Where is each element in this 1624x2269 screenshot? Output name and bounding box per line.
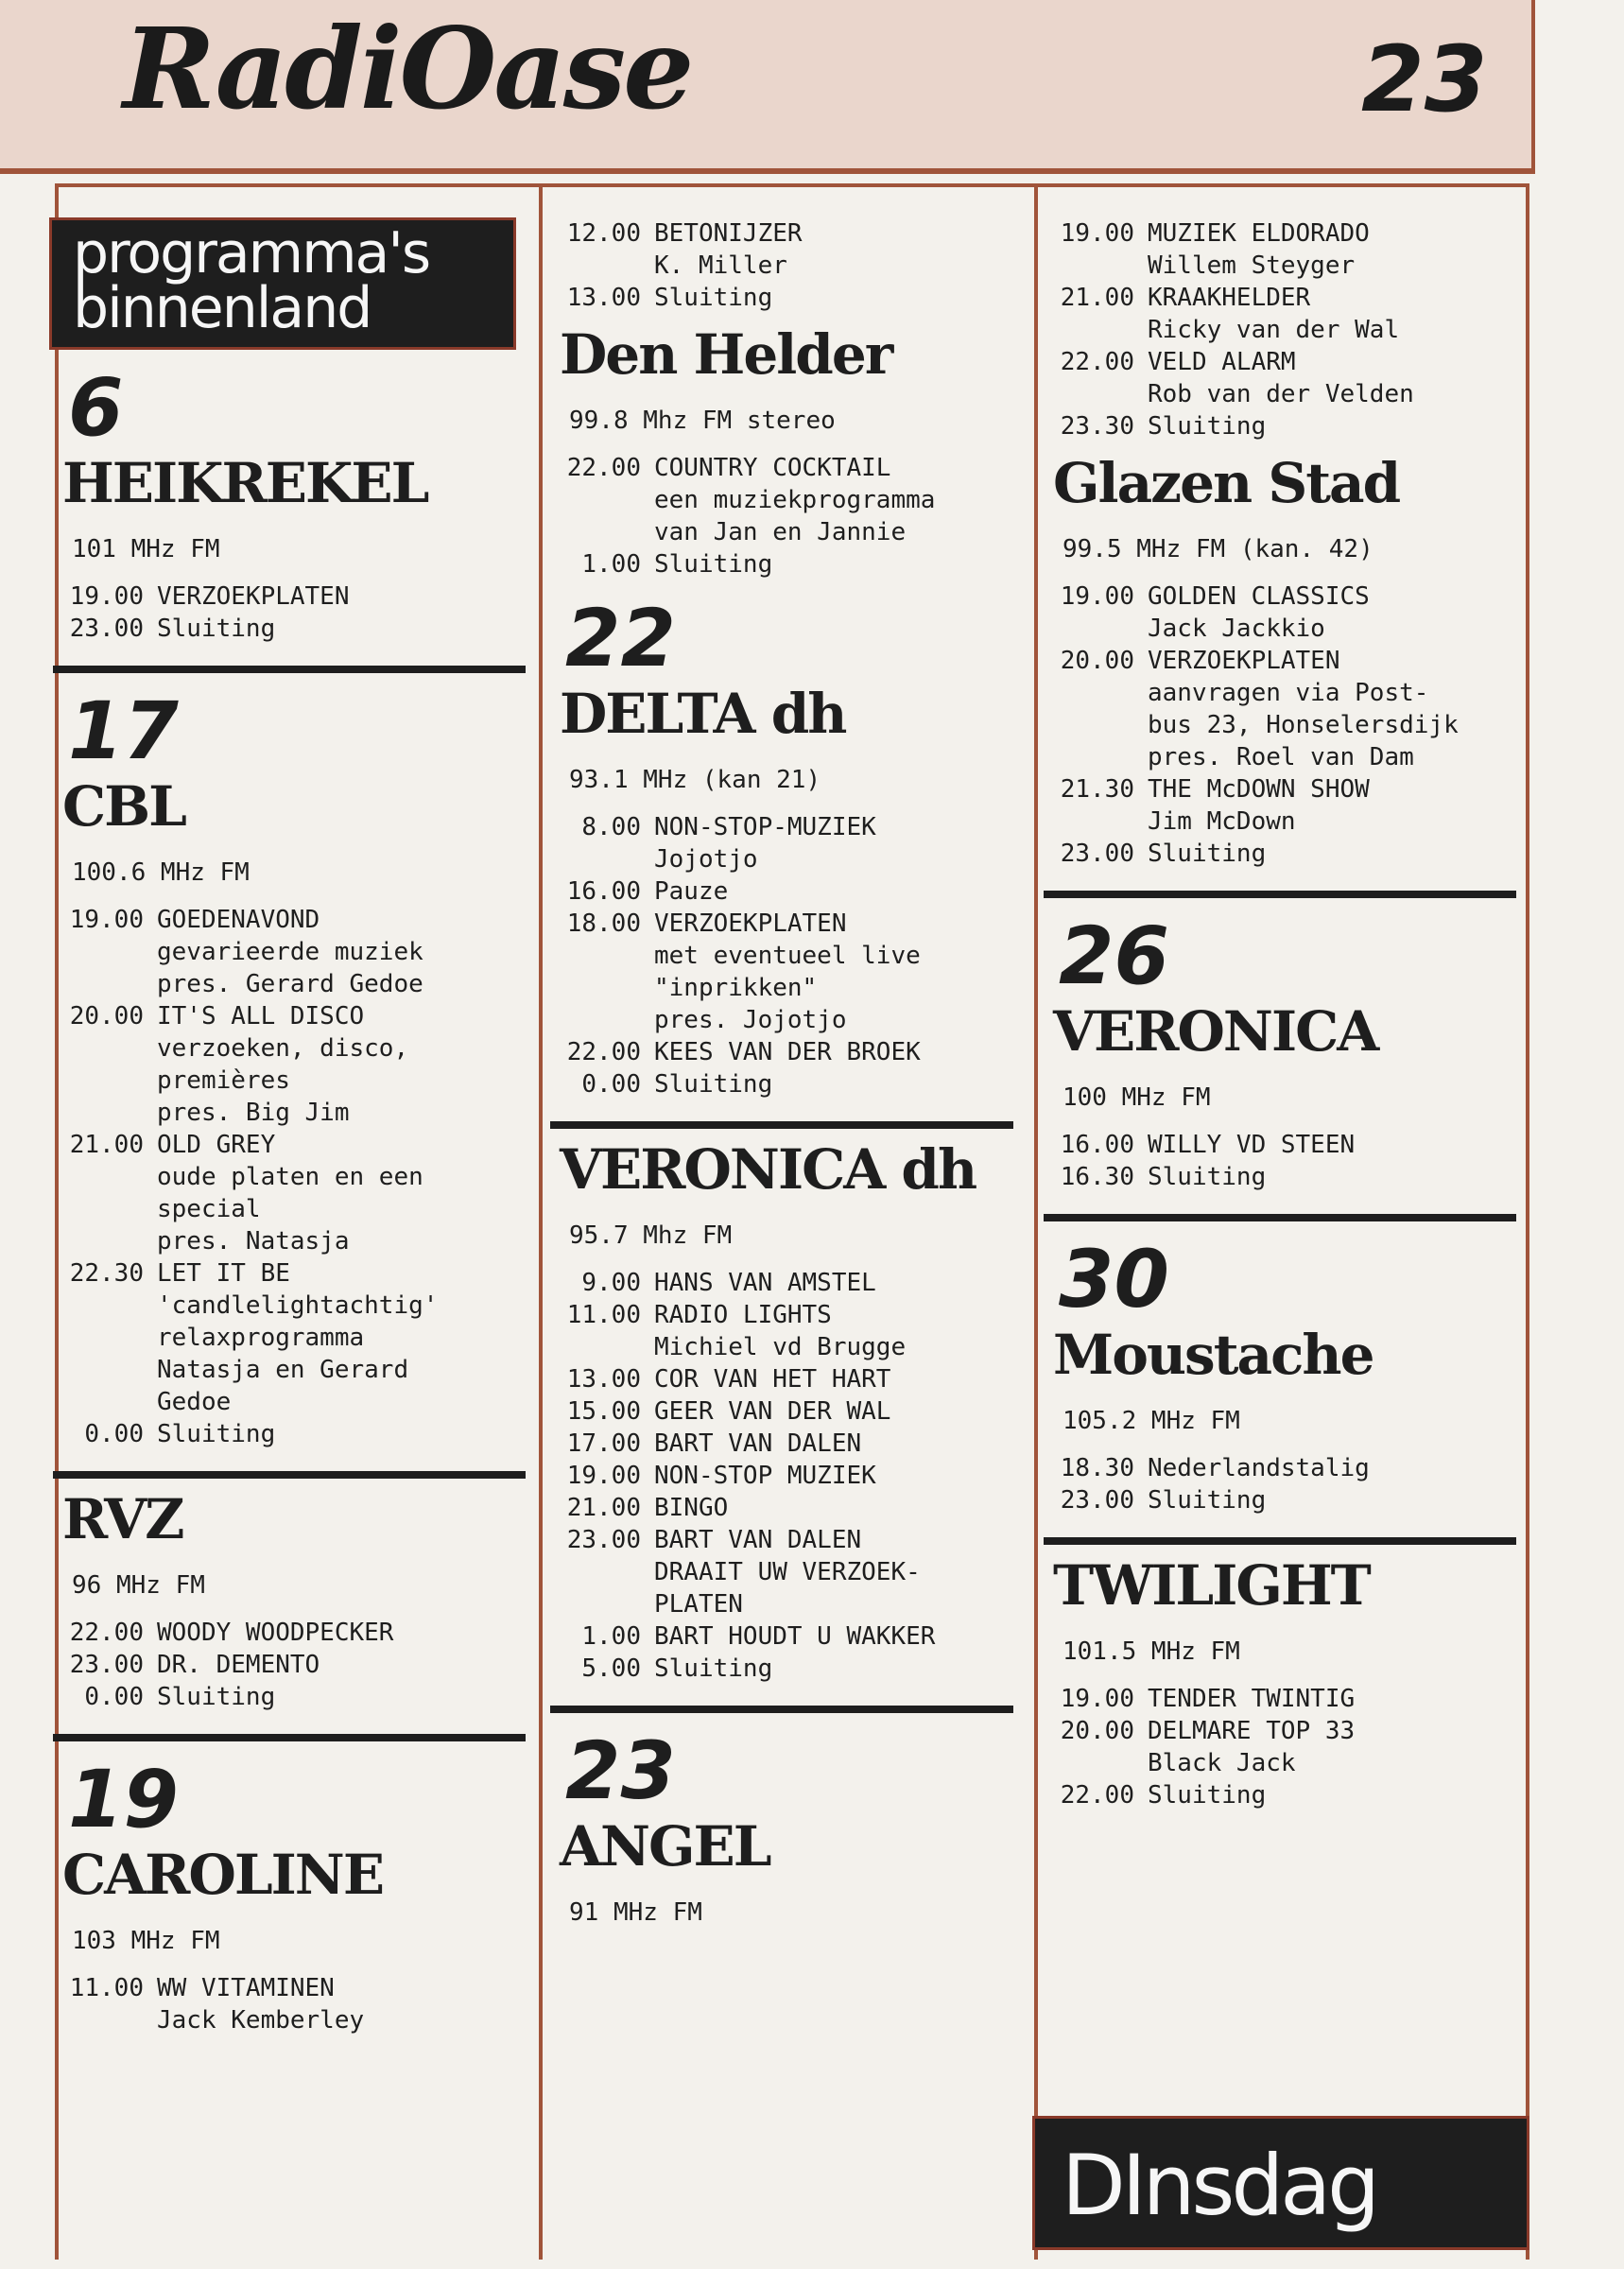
column-2 [556,217,1019,1944]
date-number: 19 [68,1753,179,1845]
entry-program: TENDER TWINTIG [1148,1685,1356,1713]
station-name: DELTA dh [560,682,846,746]
entry-time: 13.00 [566,284,641,312]
schedule-entry [1049,1161,1522,1193]
schedule-entry [1049,645,1522,773]
date-number: 6 [68,361,124,454]
entry-time: 11.00 [566,1301,641,1329]
schedule-entry [556,1299,1019,1363]
station-name: Glazen Stad [1053,451,1400,515]
column-1 [59,217,531,2046]
entry-program: THE McDOWN SHOW Jim McDown [1148,775,1370,836]
station-name: HEIKREKEL [62,451,428,515]
station-frequency: 96 MHz FM [72,1571,205,1600]
entry-time: 23.30 [1060,412,1134,441]
section-divider [550,1706,1013,1713]
section-divider [53,1734,526,1741]
column-sections [59,361,531,2036]
schedule-entry [1049,217,1522,282]
entry-time: 19.00 [1060,1685,1134,1713]
entry-time: 9.00 [581,1269,641,1297]
entry-program: BETONIJZER K. Miller [654,219,803,280]
schedule-entry [59,1129,531,1257]
entry-program: HANS VAN AMSTEL [654,1269,876,1297]
entry-time: 11.00 [69,1974,144,2002]
entry-program: WILLY VD STEEN [1148,1131,1356,1159]
entry-time: 16.30 [1060,1163,1134,1191]
station-section [556,1724,1019,1929]
entry-time: 18.30 [1060,1454,1134,1482]
station-frequency: 99.5 MHz FM (kan. 42) [1063,535,1373,563]
schedule-entry [59,1257,531,1418]
entry-time: 23.00 [1060,1486,1134,1515]
entry-time: 17.00 [566,1429,641,1458]
schedule-entry [1049,1683,1522,1715]
entry-time: 23.00 [1060,840,1134,868]
entry-time: 22.00 [1060,348,1134,376]
entry-time: 20.00 [1060,1717,1134,1745]
station-section [59,1753,531,2036]
entry-time: 22.30 [69,1259,144,1288]
schedule-entry [556,1267,1019,1299]
schedule-entry [556,282,1019,314]
date-number: 30 [1059,1233,1169,1325]
entry-program: BART VAN DALEN [654,1429,862,1458]
station-section [1049,217,1522,442]
schedule-entry [556,1363,1019,1395]
entry-time: 15.00 [566,1397,641,1426]
entry-program: BINGO [654,1494,729,1522]
schedule-entry [1049,1129,1522,1161]
entry-program: Sluiting [1148,412,1267,441]
page-number: 23 [1361,26,1488,132]
entry-program: VELD ALARM Rob van der Velden [1148,348,1414,408]
entry-time: 23.00 [69,615,144,643]
schedule-entry [1049,1715,1522,1779]
entry-time: 19.00 [1060,219,1134,248]
entry-program: Sluiting [1148,1781,1267,1810]
station-frequency: 105.2 MHz FM [1063,1407,1240,1435]
schedule-entry [556,811,1019,875]
entry-program: Sluiting [654,1070,773,1099]
page-header [0,0,1535,174]
entry-time: 22.00 [566,1038,641,1066]
entry-time: 20.00 [69,1002,144,1031]
schedule-entry [59,1681,531,1713]
schedule-entry [556,1428,1019,1460]
day-badge: DInsdag [1032,2116,1529,2250]
entry-program: Sluiting [654,550,773,579]
schedule-entry [1049,282,1522,346]
entry-program: WW VITAMINEN Jack Kemberley [157,1974,365,2035]
entry-time: 21.00 [566,1494,641,1522]
entry-time: 22.00 [566,454,641,482]
entry-program: Nederlandstalig [1148,1454,1370,1482]
station-section [556,217,1019,314]
station-section [556,323,1019,580]
entry-program: BART VAN DALEN DRAAIT UW VERZOEK- PLATEN [654,1526,921,1619]
station-name: Den Helder [560,322,892,387]
entry-time: 1.00 [581,1622,641,1651]
entry-time: 22.00 [69,1619,144,1647]
schedule-entry [556,548,1019,580]
section-divider [1044,1214,1516,1221]
schedule-entry [1049,1779,1522,1811]
entry-program: Sluiting [1148,840,1267,868]
entry-program: COUNTRY COCKTAIL een muziekprogramma van Jan en Jannie [654,454,936,546]
entry-time: 5.00 [581,1654,641,1683]
station-frequency: 93.1 MHz (kan 21) [569,766,821,794]
schedule-entry [556,1068,1019,1100]
magazine-logo: RadiOase [123,3,692,134]
station-frequency: 101 MHz FM [72,535,220,563]
entry-program: BART HOUDT U WAKKER [654,1622,936,1651]
entry-program: DR. DEMENTO [157,1651,320,1679]
date-number: 17 [68,684,179,777]
entry-program: Sluiting [1148,1163,1267,1191]
schedule-entry [1049,1452,1522,1484]
schedule-entry [1049,410,1522,442]
schedule-entry [59,1649,531,1681]
entry-program: IT'S ALL DISCO verzoeken, disco, premières pres. Big Jim [157,1002,409,1127]
section-divider [53,1471,526,1479]
station-name: RVZ [62,1487,183,1551]
station-frequency: 91 MHz FM [569,1898,702,1927]
schedule-entry [556,908,1019,1036]
entry-program: GEER VAN DER WAL [654,1397,891,1426]
entry-time: 12.00 [566,219,641,248]
entry-program: Pauze [654,877,729,906]
entry-time: 19.00 [566,1462,641,1490]
section-badge: programma's binnenland [49,217,516,350]
entry-time: 1.00 [581,550,641,579]
entry-program: Sluiting [157,1683,276,1711]
entry-program: MUZIEK ELDORADO Willem Steyger [1148,219,1370,280]
column-3 [1049,217,1522,1821]
schedule-entry [59,613,531,645]
station-name: VERONICA dh [560,1137,976,1202]
entry-time: 18.00 [566,909,641,938]
entry-time: 0.00 [84,1683,144,1711]
schedule-entry [59,1972,531,2036]
schedule-entry [59,1000,531,1129]
entry-program: COR VAN HET HART [654,1365,891,1394]
section-divider [1044,891,1516,898]
station-section [1049,452,1522,898]
entry-time: 19.00 [69,906,144,934]
station-name: TWILIGHT [1053,1553,1370,1618]
entry-time: 22.00 [1060,1781,1134,1810]
entry-program: VERZOEKPLATEN aanvragen via Post- bus 23, Honselersdijk pres. Roel van Dam [1148,647,1459,771]
section-divider [550,1121,1013,1129]
station-name: Moustache [1053,1323,1373,1387]
schedule-entry [556,1524,1019,1620]
schedule-entry [556,1395,1019,1428]
column-sections [556,217,1019,1929]
date-number: 26 [1059,909,1169,1002]
entry-time: 21.30 [1060,775,1134,804]
entry-time: 8.00 [581,813,641,841]
station-section [556,1138,1019,1713]
entry-time: 23.00 [69,1651,144,1679]
station-frequency: 95.7 Mhz FM [569,1221,733,1250]
entry-program: GOLDEN CLASSICS Jack Jackkio [1148,582,1370,643]
entry-time: 19.00 [69,582,144,611]
schedule-entry [59,580,531,613]
column-sections [1049,217,1522,1811]
schedule-entry [556,1492,1019,1524]
section-divider [53,666,526,673]
station-frequency: 100.6 MHz FM [72,858,250,887]
entry-program: WOODY WOODPECKER [157,1619,394,1647]
column-divider [539,183,543,2260]
entry-time: 0.00 [581,1070,641,1099]
entry-time: 0.00 [84,1420,144,1448]
station-frequency: 101.5 MHz FM [1063,1637,1240,1666]
station-name: VERONICA [1053,999,1378,1064]
entry-time: 16.00 [566,877,641,906]
entry-program: DELMARE TOP 33 Black Jack [1148,1717,1356,1777]
station-frequency: 100 MHz FM [1063,1083,1211,1112]
entry-program: Sluiting [157,615,276,643]
entry-program: VERZOEKPLATEN [157,582,350,611]
entry-program: Sluiting [157,1420,276,1448]
schedule-entry [556,1653,1019,1685]
entry-time: 21.00 [1060,284,1134,312]
station-section [1049,909,1522,1221]
entry-time: 16.00 [1060,1131,1134,1159]
schedule-entry [556,1036,1019,1068]
station-section [1049,1554,1522,1811]
schedule-entry [1049,838,1522,870]
entry-program: Sluiting [1148,1486,1267,1515]
schedule-entry [59,904,531,1000]
station-section [1049,1233,1522,1545]
station-frequency: 103 MHz FM [72,1927,220,1955]
entry-program: KRAAKHELDER Ricky van der Wal [1148,284,1400,344]
entry-program: LET IT BE 'candlelightachtig' relaxprogramma Natasja en Gerard Gedoe [157,1259,439,1416]
entry-program: Sluiting [654,284,773,312]
schedule-entry [59,1617,531,1649]
entry-time: 20.00 [1060,647,1134,675]
schedule-entry [1049,773,1522,838]
schedule-entry [556,1620,1019,1653]
station-section [556,592,1019,1129]
station-section [59,1488,531,1741]
entry-program: GOEDENAVOND gevarieerde muziek pres. Gerard Gedoe [157,906,423,998]
entry-program: OLD GREY oude platen en een special pres. Natasja [157,1131,423,1256]
station-frequency: 99.8 Mhz FM stereo [569,407,836,435]
entry-time: 19.00 [1060,582,1134,611]
section-divider [1044,1537,1516,1545]
entry-program: RADIO LIGHTS Michiel vd Brugge [654,1301,907,1361]
schedule-entry [1049,1484,1522,1516]
schedule-entry [556,452,1019,548]
station-name: ANGEL [560,1814,770,1879]
schedule-entry [1049,346,1522,410]
entry-time: 13.00 [566,1365,641,1394]
station-section [59,361,531,673]
entry-program: VERZOEKPLATEN met eventueel live "inprikken" pres. Jojotjo [654,909,921,1034]
entry-time: 23.00 [566,1526,641,1554]
entry-program: NON-STOP MUZIEK [654,1462,876,1490]
schedule-entry [556,875,1019,908]
entry-program: KEES VAN DER BROEK [654,1038,921,1066]
entry-program: Sluiting [654,1654,773,1683]
station-name: CBL [62,774,185,839]
column-divider [1034,183,1038,2260]
station-name: CAROLINE [62,1843,384,1907]
entry-time: 21.00 [69,1131,144,1159]
entry-program: NON-STOP-MUZIEK Jojotjo [654,813,876,874]
schedule-entry [59,1418,531,1450]
date-number: 23 [565,1724,676,1817]
schedule-entry [556,1460,1019,1492]
schedule-entry [556,217,1019,282]
schedule-entry [1049,580,1522,645]
station-section [59,684,531,1479]
date-number: 22 [565,592,676,684]
